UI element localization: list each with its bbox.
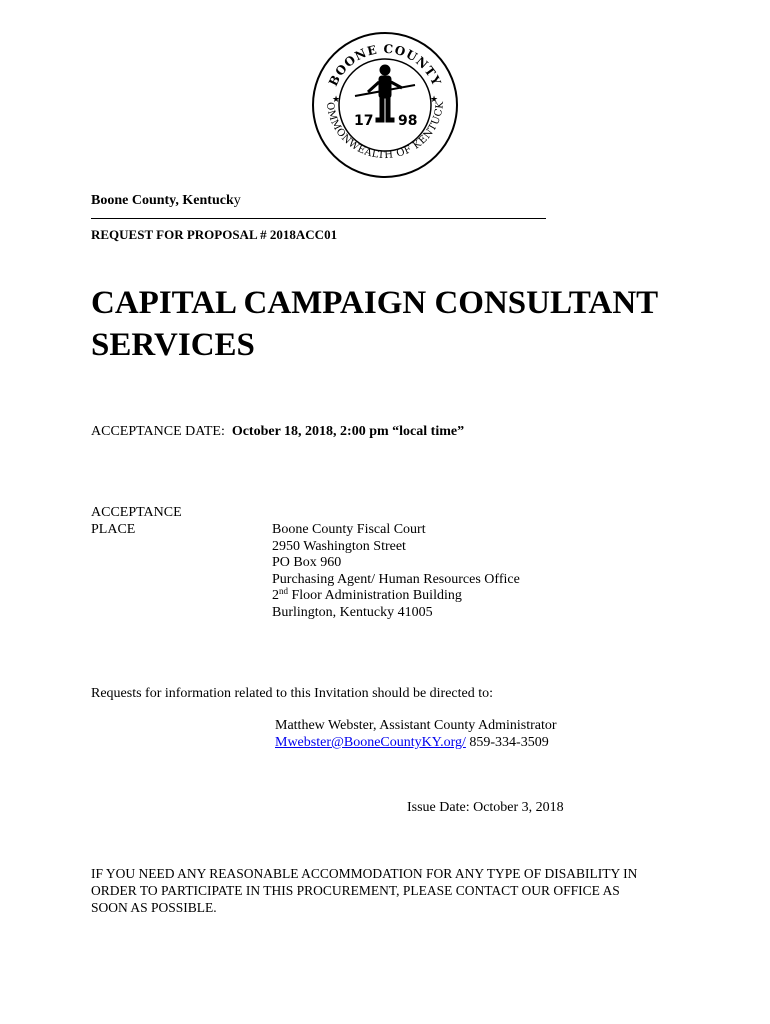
address-line-6: Burlington, Kentucky 41005 [272, 604, 433, 620]
address-floor-suffix: nd [279, 586, 288, 596]
acceptance-place-label-line-1: ACCEPTANCE [91, 505, 182, 520]
contact-email-link[interactable]: Mwebster@BooneCountyKY.org/ [275, 735, 466, 750]
header-divider [91, 218, 546, 219]
address-line-4: Purchasing Agent/ Human Resources Office [272, 571, 520, 587]
acceptance-address [272, 522, 520, 621]
address-line-5 [272, 588, 520, 605]
notice-line-1: IF YOU NEED ANY REASONABLE ACCOMMODATION FOR ANY TYPE OF DISABILITY IN [91, 866, 638, 881]
seal-year-right: 98 [398, 113, 418, 129]
document-title [91, 282, 731, 366]
address-floor-number: 2 [272, 588, 279, 603]
seal-top-text: BOONE COUNTY [326, 41, 444, 89]
notice-line-3: SOON AS POSSIBLE. [91, 900, 217, 915]
address-line-2: 2950 Washington Street [272, 538, 406, 554]
address-line-1: Boone County Fiscal Court [272, 522, 426, 537]
county-seal [310, 30, 460, 180]
acceptance-date-value: October 18, 2018, 2:00 pm “local time” [231, 424, 465, 439]
notice-line-2: ORDER TO PARTICIPATE IN THIS PROCUREMENT, PLEASE CONTACT OUR OFFICE AS [91, 883, 620, 898]
contact-block [275, 717, 557, 751]
county-seal-graphic [310, 30, 460, 180]
issue-date: Issue Date: October 3, 2018 [407, 800, 564, 815]
accommodation-notice [91, 865, 691, 916]
county-name [91, 193, 241, 209]
rfp-number: REQUEST FOR PROPOSAL # 2018ACC01 [91, 227, 338, 242]
county-name-last-letter: y [233, 193, 241, 208]
seal-year-left: 17 [354, 113, 374, 129]
contact-line [275, 734, 557, 751]
address-line-3: PO Box 960 [272, 555, 342, 570]
contact-phone: 859-334-3509 [465, 735, 549, 750]
acceptance-place-label-line-2: PLACE [91, 521, 136, 537]
title-line-2: SERVICES [91, 327, 255, 363]
county-name-main: Boone County, Kentuck [91, 193, 234, 208]
address-floor-text: Floor Administration Building [288, 588, 462, 603]
seal-bottom-text: OMMONWEALTH OF KENTUCK [323, 100, 447, 162]
title-line-1: CAPITAL CAMPAIGN CONSULTANT [91, 285, 659, 321]
contact-name: Matthew Webster, Assistant County Administrator [275, 718, 557, 733]
acceptance-date-label: ACCEPTANCE DATE: [91, 424, 225, 439]
seal-star-left: ★ [332, 94, 341, 104]
acceptance-date [91, 424, 464, 440]
seal-star-right: ★ [430, 94, 439, 104]
requests-text: Requests for information related to this Invitation should be directed to: [91, 686, 494, 701]
acceptance-place-label [91, 505, 182, 538]
